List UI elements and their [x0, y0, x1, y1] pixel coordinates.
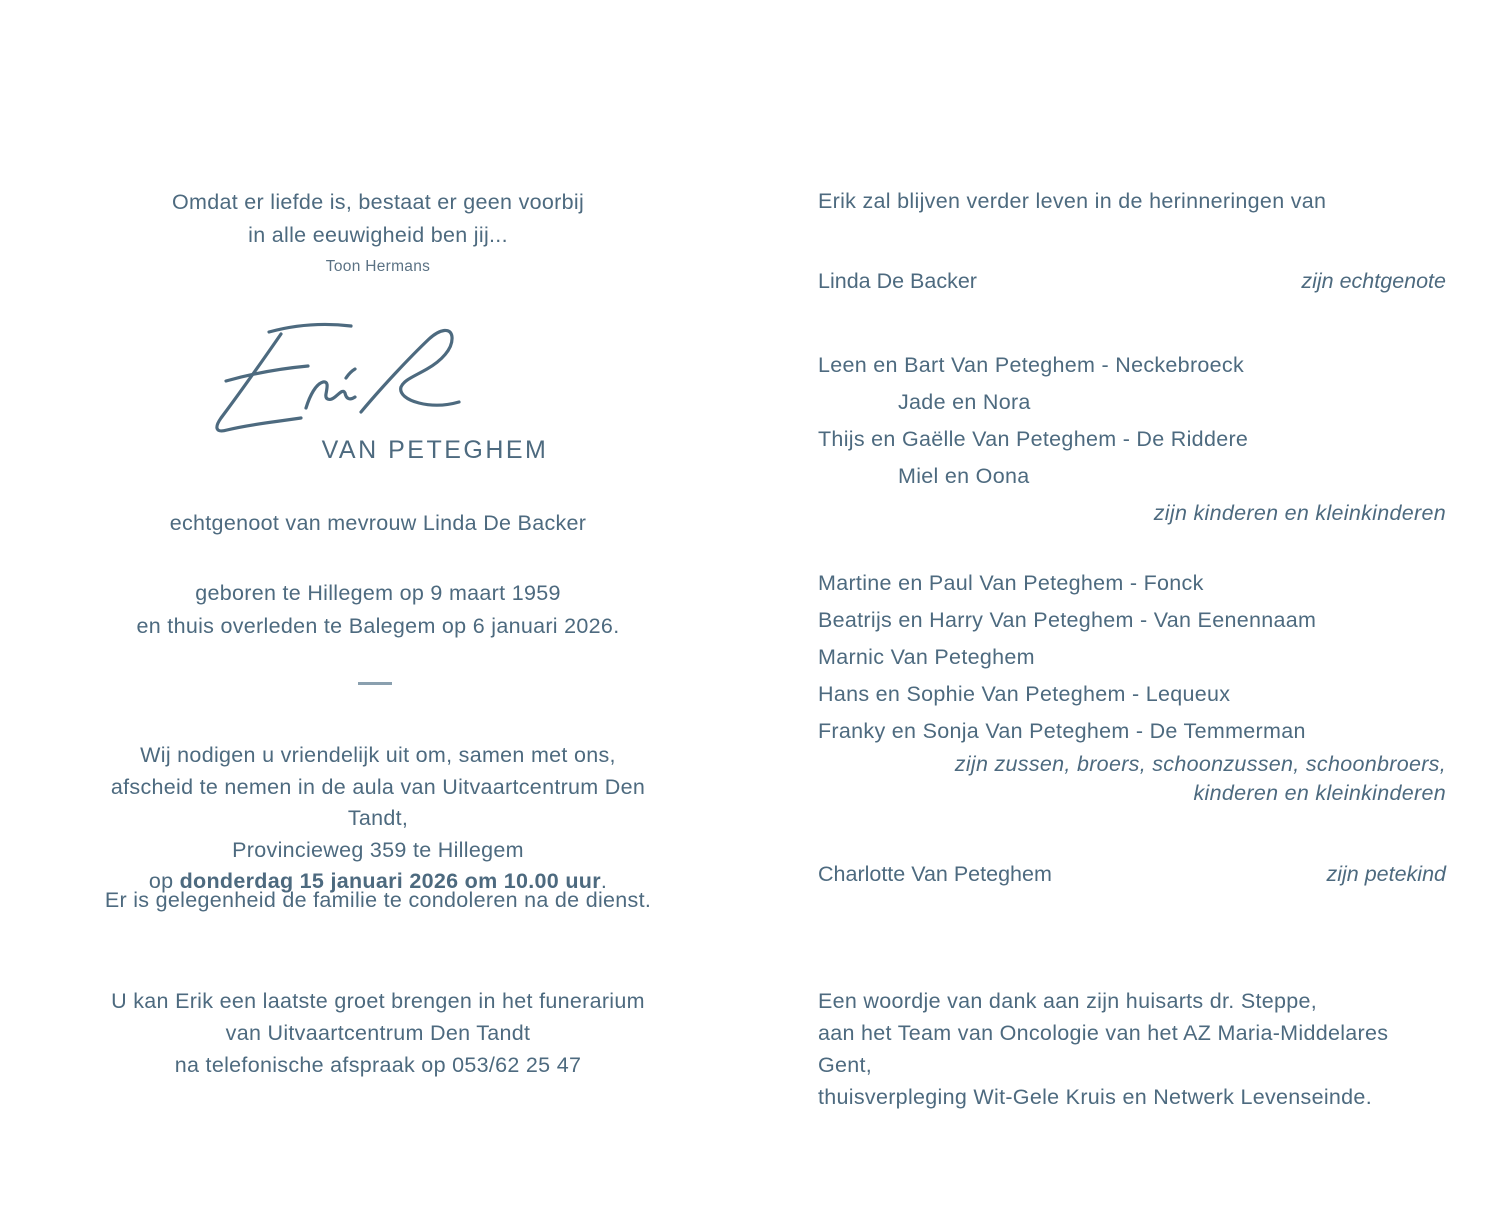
siblings-list	[818, 565, 1446, 808]
quote-line-2: in alle eeuwigheid ben jij...	[248, 223, 508, 247]
first-name-signature	[205, 318, 467, 446]
funerarium-line-1: U kan Erik een laatste groet brengen in het funerarium	[111, 989, 645, 1013]
acknowledgements	[818, 985, 1446, 1113]
quote-line-1: Omdat er liefde is, bestaat er geen voorbij	[171, 190, 585, 214]
funerarium-line-3: na telefonische afspraak op 053/62 25 47	[174, 1053, 582, 1077]
children-relation: zijn kinderen en kleinkinderen	[1153, 501, 1446, 525]
invite-line-2: afscheid te nemen in de aula van Uitvaartcentrum Den Tandt,	[110, 774, 646, 830]
siblings-relation	[818, 750, 1446, 808]
invite-date-suffix: .	[600, 869, 608, 893]
birth-line: geboren te Hillegem op 9 maart 1959	[195, 581, 561, 605]
quote-author: Toon Hermans	[325, 258, 431, 275]
ceremony-date-time: donderdag 15 januari 2026 om 10.00 uur	[179, 869, 601, 893]
children-list	[818, 347, 1446, 532]
family-member-name: Marnic Van Peteghem	[818, 645, 1035, 669]
family-member-name: Martine en Paul Van Peteghem - Fonck	[818, 571, 1204, 595]
thanks-line-1: Een woordje van dank aan zijn huisarts dr. Steppe,	[818, 989, 1318, 1013]
birth-death-dates	[78, 577, 678, 642]
ceremony-invitation	[78, 740, 678, 898]
signature-strokes-icon	[205, 318, 467, 446]
invite-line-1: Wij nodigen u vriendelijk uit om, samen met ons,	[140, 743, 616, 767]
funerarium-info	[78, 985, 678, 1081]
remembrance-intro: Erik zal blijven verder leven in de herinneringen van	[818, 189, 1327, 213]
family-member-name: Franky en Sonja Van Peteghem - De Temmerman	[818, 719, 1306, 743]
godchild-row	[818, 862, 1446, 887]
section-divider	[358, 682, 392, 685]
death-line: en thuis overleden te Balegem op 6 januari 2026.	[136, 613, 620, 638]
siblings-relation-line-2: kinderen en kleinkinderen	[1193, 781, 1446, 805]
spouse-row	[818, 269, 1446, 294]
family-member-name: Beatrijs en Harry Van Peteghem - Van Eenennaam	[818, 608, 1317, 632]
last-name: VAN PETEGHEM	[321, 436, 549, 464]
siblings-relation-line-1: zijn zussen, broers, schoonzussen, schoonbroers,	[954, 752, 1446, 776]
grandchildren-names: Jade en Nora	[898, 390, 1031, 414]
family-member-name: Hans en Sophie Van Peteghem - Lequeux	[818, 682, 1231, 706]
godchild-relation: zijn petekind	[1326, 862, 1446, 886]
godchild-name: Charlotte Van Peteghem	[818, 862, 1052, 886]
memorial-quote	[78, 186, 678, 252]
spouse-name: Linda De Backer	[818, 269, 977, 293]
family-member-name: Leen en Bart Van Peteghem - Neckebroeck	[818, 353, 1245, 377]
family-member-name: Thijs en Gaëlle Van Peteghem - De Riddere	[818, 427, 1249, 451]
invite-line-3: Provincieweg 359 te Hillegem	[232, 837, 524, 862]
thanks-line-2: aan het Team van Oncologie van het AZ Maria-Middelares Gent,	[818, 1021, 1389, 1077]
invite-date-prefix: op	[148, 869, 180, 893]
condolence-note: Er is gelegenheid de familie te condoleren na de dienst.	[104, 888, 652, 912]
spouse-relation-line: echtgenoot van mevrouw Linda De Backer	[169, 511, 587, 535]
funerarium-line-2: van Uitvaartcentrum Den Tandt	[225, 1021, 531, 1045]
grandchildren-names: Miel en Oona	[898, 464, 1030, 488]
thanks-line-3: thuisverpleging Wit-Gele Kruis en Netwerk Levenseinde.	[818, 1085, 1372, 1109]
spouse-relation: zijn echtgenote	[1301, 269, 1446, 293]
